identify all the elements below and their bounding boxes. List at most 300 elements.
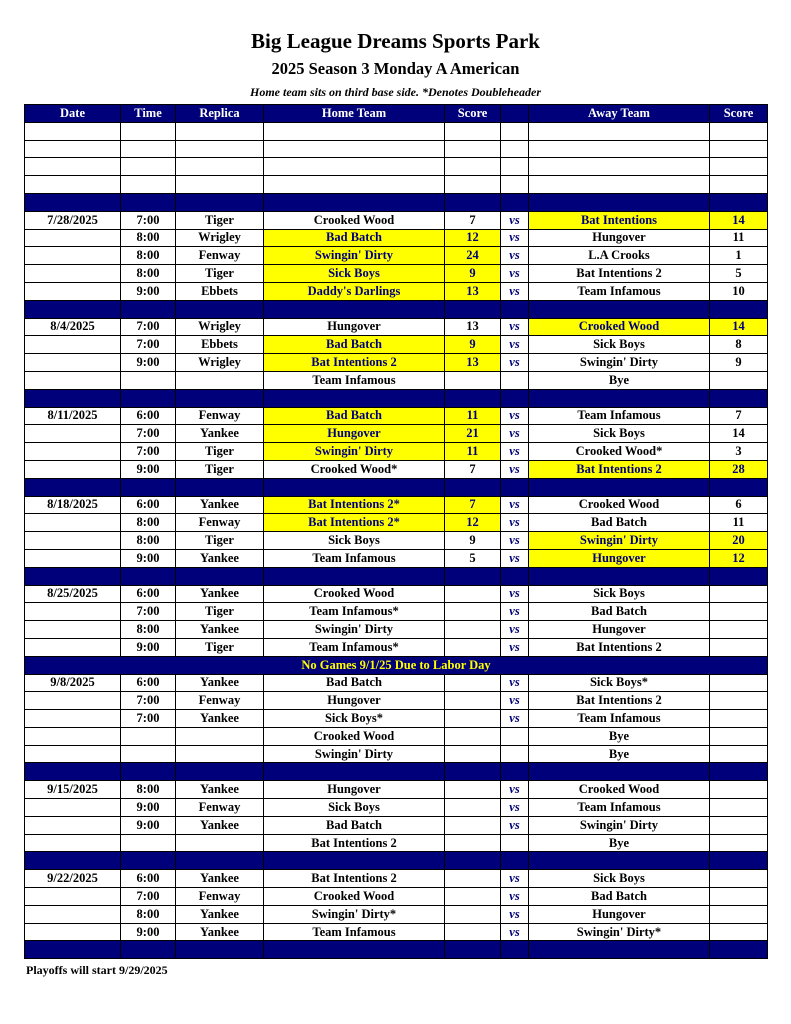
home-team-cell: Daddy's Darlings: [264, 282, 445, 300]
home-score-cell: 13: [445, 282, 501, 300]
separator-cell: [264, 389, 445, 407]
time-cell: 6:00: [121, 407, 176, 425]
separator-cell: [710, 193, 768, 211]
date-cell: [25, 229, 121, 247]
empty-cell: [445, 122, 501, 140]
notice-text: No Games 9/1/25 Due to Labor Day: [25, 656, 768, 674]
replica-cell: Tiger: [176, 265, 264, 283]
away-team-cell: Bye: [529, 727, 710, 745]
game-row: [25, 888, 768, 906]
away-team-cell: Swingin' Dirty: [529, 354, 710, 372]
date-cell: [25, 888, 121, 906]
away-team-cell: Team Infamous: [529, 710, 710, 728]
vs-cell: vs: [501, 496, 529, 514]
empty-cell: [25, 158, 121, 176]
blank-row: [25, 158, 768, 176]
away-score-cell: [710, 371, 768, 389]
home-team-cell: Swingin' Dirty: [264, 621, 445, 639]
home-score-cell: [445, 888, 501, 906]
home-score-cell: [445, 923, 501, 941]
away-team-cell: Crooked Wood: [529, 318, 710, 336]
replica-cell: Yankee: [176, 425, 264, 443]
date-cell: [25, 265, 121, 283]
date-cell: [25, 799, 121, 817]
vs-cell: vs: [501, 265, 529, 283]
separator-cell: [176, 389, 264, 407]
home-score-cell: 21: [445, 425, 501, 443]
time-cell: 6:00: [121, 496, 176, 514]
away-score-cell: [710, 692, 768, 710]
away-score-cell: 14: [710, 425, 768, 443]
home-score-cell: [445, 799, 501, 817]
col-date: Date: [25, 105, 121, 123]
separator-cell: [529, 941, 710, 959]
separator-cell: [501, 567, 529, 585]
home-team-cell: Crooked Wood: [264, 888, 445, 906]
separator-cell: [264, 478, 445, 496]
separator-cell: [529, 193, 710, 211]
separator-cell: [710, 763, 768, 781]
home-score-cell: 12: [445, 229, 501, 247]
separator-cell: [121, 941, 176, 959]
home-score-cell: 5: [445, 549, 501, 567]
empty-cell: [501, 176, 529, 194]
replica-cell: Ebbets: [176, 282, 264, 300]
game-row: [25, 460, 768, 478]
schedule-body: [25, 122, 768, 958]
time-cell: 7:00: [121, 710, 176, 728]
vs-cell: vs: [501, 923, 529, 941]
away-team-cell: Bat Intentions 2: [529, 638, 710, 656]
date-cell: [25, 710, 121, 728]
home-score-cell: [445, 371, 501, 389]
home-team-cell: Bad Batch: [264, 229, 445, 247]
empty-cell: [445, 176, 501, 194]
separator-cell: [25, 389, 121, 407]
home-team-cell: Hungover: [264, 692, 445, 710]
week-separator-row: [25, 852, 768, 870]
replica-cell: Yankee: [176, 781, 264, 799]
vs-cell: vs: [501, 781, 529, 799]
away-score-cell: 1: [710, 247, 768, 265]
date-cell: 8/4/2025: [25, 318, 121, 336]
away-score-cell: [710, 834, 768, 852]
separator-cell: [264, 941, 445, 959]
date-cell: [25, 745, 121, 763]
home-score-cell: [445, 745, 501, 763]
home-team-cell: Hungover: [264, 425, 445, 443]
vs-cell: vs: [501, 514, 529, 532]
away-score-cell: 3: [710, 443, 768, 461]
replica-cell: Fenway: [176, 888, 264, 906]
replica-cell: Yankee: [176, 905, 264, 923]
separator-cell: [445, 389, 501, 407]
replica-cell: Yankee: [176, 496, 264, 514]
vs-cell: vs: [501, 229, 529, 247]
date-cell: [25, 371, 121, 389]
away-team-cell: Bat Intentions 2: [529, 265, 710, 283]
week-separator-row: [25, 478, 768, 496]
date-cell: 8/25/2025: [25, 585, 121, 603]
separator-cell: [121, 763, 176, 781]
separator-cell: [25, 763, 121, 781]
separator-cell: [264, 300, 445, 318]
home-team-cell: Hungover: [264, 781, 445, 799]
replica-cell: Yankee: [176, 816, 264, 834]
date-cell: [25, 282, 121, 300]
empty-cell: [121, 176, 176, 194]
home-score-cell: [445, 710, 501, 728]
vs-cell: vs: [501, 354, 529, 372]
away-score-cell: 7: [710, 407, 768, 425]
empty-cell: [264, 176, 445, 194]
page-title: Big League Dreams Sports Park: [251, 29, 540, 53]
separator-cell: [25, 478, 121, 496]
separator-cell: [25, 193, 121, 211]
game-row: [25, 282, 768, 300]
away-team-cell: Bye: [529, 745, 710, 763]
game-row: [25, 727, 768, 745]
home-team-cell: Crooked Wood: [264, 727, 445, 745]
vs-cell: vs: [501, 211, 529, 229]
home-team-cell: Bat Intentions 2*: [264, 514, 445, 532]
blank-row: [25, 176, 768, 194]
vs-cell: vs: [501, 549, 529, 567]
separator-cell: [501, 941, 529, 959]
away-score-cell: 9: [710, 354, 768, 372]
home-team-cell: Swingin' Dirty*: [264, 905, 445, 923]
time-cell: [121, 745, 176, 763]
time-cell: 7:00: [121, 603, 176, 621]
schedule-table: [24, 104, 768, 959]
away-team-cell: Sick Boys: [529, 870, 710, 888]
date-cell: [25, 905, 121, 923]
away-score-cell: [710, 816, 768, 834]
away-score-cell: 11: [710, 514, 768, 532]
home-team-cell: Team Infamous: [264, 923, 445, 941]
home-score-cell: 7: [445, 496, 501, 514]
home-score-cell: 13: [445, 318, 501, 336]
time-cell: 8:00: [121, 621, 176, 639]
away-score-cell: 14: [710, 318, 768, 336]
date-cell: 9/15/2025: [25, 781, 121, 799]
vs-cell: vs: [501, 247, 529, 265]
game-row: [25, 799, 768, 817]
time-cell: 8:00: [121, 905, 176, 923]
away-team-cell: Bad Batch: [529, 603, 710, 621]
home-team-cell: Sick Boys*: [264, 710, 445, 728]
empty-cell: [529, 122, 710, 140]
separator-cell: [25, 941, 121, 959]
replica-cell: Tiger: [176, 211, 264, 229]
away-team-cell: Team Infamous: [529, 799, 710, 817]
empty-cell: [501, 140, 529, 158]
away-team-cell: Swingin' Dirty: [529, 816, 710, 834]
vs-cell: vs: [501, 585, 529, 603]
empty-cell: [710, 176, 768, 194]
away-score-cell: [710, 621, 768, 639]
replica-cell: Yankee: [176, 621, 264, 639]
separator-cell: [445, 193, 501, 211]
empty-cell: [121, 158, 176, 176]
away-team-cell: Sick Boys: [529, 425, 710, 443]
replica-cell: [176, 745, 264, 763]
time-cell: [121, 727, 176, 745]
empty-cell: [121, 140, 176, 158]
home-score-cell: 13: [445, 354, 501, 372]
home-score-cell: [445, 834, 501, 852]
separator-cell: [25, 567, 121, 585]
date-cell: [25, 532, 121, 550]
time-cell: 8:00: [121, 532, 176, 550]
col-replica: Replica: [176, 105, 264, 123]
away-score-cell: 28: [710, 460, 768, 478]
home-score-cell: 11: [445, 443, 501, 461]
date-cell: 8/11/2025: [25, 407, 121, 425]
replica-cell: [176, 834, 264, 852]
separator-cell: [501, 389, 529, 407]
date-cell: [25, 621, 121, 639]
replica-cell: Yankee: [176, 674, 264, 692]
home-team-cell: Swingin' Dirty: [264, 745, 445, 763]
home-team-cell: Bad Batch: [264, 674, 445, 692]
away-score-cell: [710, 781, 768, 799]
home-team-cell: Bat Intentions 2: [264, 354, 445, 372]
game-row: [25, 674, 768, 692]
empty-cell: [710, 122, 768, 140]
home-team-cell: Team Infamous: [264, 549, 445, 567]
away-team-cell: Team Infamous: [529, 407, 710, 425]
replica-cell: Yankee: [176, 923, 264, 941]
game-row: [25, 496, 768, 514]
separator-cell: [176, 478, 264, 496]
separator-cell: [710, 941, 768, 959]
home-team-cell: Crooked Wood: [264, 211, 445, 229]
schedule-note: Home team sits on third base side. *Denotes Doubleheader: [250, 85, 541, 99]
replica-cell: Tiger: [176, 460, 264, 478]
separator-cell: [445, 763, 501, 781]
home-team-cell: Team Infamous: [264, 371, 445, 389]
game-row: [25, 336, 768, 354]
vs-cell: vs: [501, 905, 529, 923]
vs-cell: [501, 371, 529, 389]
notice-row: [25, 656, 768, 674]
away-score-cell: 14: [710, 211, 768, 229]
empty-cell: [529, 176, 710, 194]
separator-cell: [176, 300, 264, 318]
home-score-cell: [445, 816, 501, 834]
separator-cell: [176, 763, 264, 781]
home-team-cell: Sick Boys: [264, 265, 445, 283]
away-score-cell: 6: [710, 496, 768, 514]
vs-cell: vs: [501, 318, 529, 336]
game-row: [25, 514, 768, 532]
replica-cell: Yankee: [176, 710, 264, 728]
game-row: [25, 638, 768, 656]
home-score-cell: [445, 781, 501, 799]
empty-cell: [121, 122, 176, 140]
away-team-cell: Bat Intentions 2: [529, 460, 710, 478]
separator-cell: [501, 300, 529, 318]
home-team-cell: Bat Intentions 2*: [264, 496, 445, 514]
away-team-cell: Hungover: [529, 549, 710, 567]
away-score-cell: [710, 888, 768, 906]
date-cell: 9/22/2025: [25, 870, 121, 888]
separator-cell: [121, 300, 176, 318]
replica-cell: Fenway: [176, 247, 264, 265]
time-cell: 7:00: [121, 692, 176, 710]
date-cell: 8/18/2025: [25, 496, 121, 514]
home-score-cell: [445, 692, 501, 710]
separator-cell: [176, 567, 264, 585]
week-separator-row: [25, 567, 768, 585]
vs-cell: vs: [501, 460, 529, 478]
empty-cell: [501, 122, 529, 140]
game-row: [25, 229, 768, 247]
replica-cell: Wrigley: [176, 318, 264, 336]
game-row: [25, 621, 768, 639]
vs-cell: vs: [501, 532, 529, 550]
empty-cell: [25, 122, 121, 140]
separator-cell: [529, 567, 710, 585]
home-score-cell: 7: [445, 211, 501, 229]
col-away-team: Away Team: [529, 105, 710, 123]
col-home-team: Home Team: [264, 105, 445, 123]
game-row: [25, 710, 768, 728]
home-score-cell: [445, 621, 501, 639]
date-cell: [25, 834, 121, 852]
away-team-cell: Sick Boys*: [529, 674, 710, 692]
home-score-cell: 12: [445, 514, 501, 532]
vs-cell: vs: [501, 603, 529, 621]
replica-cell: Yankee: [176, 585, 264, 603]
replica-cell: Tiger: [176, 603, 264, 621]
away-score-cell: [710, 603, 768, 621]
replica-cell: Yankee: [176, 549, 264, 567]
home-team-cell: Team Infamous*: [264, 638, 445, 656]
col-away-score: Score: [710, 105, 768, 123]
week-separator-row: [25, 389, 768, 407]
separator-cell: [121, 193, 176, 211]
empty-cell: [445, 140, 501, 158]
empty-cell: [445, 158, 501, 176]
week-separator-row: [25, 941, 768, 959]
separator-cell: [445, 567, 501, 585]
game-row: [25, 532, 768, 550]
time-cell: 9:00: [121, 460, 176, 478]
time-cell: 9:00: [121, 799, 176, 817]
away-team-cell: Bye: [529, 371, 710, 389]
empty-cell: [264, 158, 445, 176]
away-team-cell: Bye: [529, 834, 710, 852]
vs-cell: vs: [501, 443, 529, 461]
separator-cell: [710, 300, 768, 318]
time-cell: 8:00: [121, 229, 176, 247]
home-team-cell: Bad Batch: [264, 407, 445, 425]
empty-cell: [529, 140, 710, 158]
page-subtitle: 2025 Season 3 Monday A American: [271, 59, 520, 78]
time-cell: 8:00: [121, 514, 176, 532]
time-cell: 7:00: [121, 318, 176, 336]
empty-cell: [176, 158, 264, 176]
vs-cell: vs: [501, 692, 529, 710]
home-score-cell: [445, 870, 501, 888]
away-score-cell: 5: [710, 265, 768, 283]
separator-cell: [176, 852, 264, 870]
home-team-cell: Swingin' Dirty: [264, 443, 445, 461]
game-row: [25, 781, 768, 799]
home-team-cell: Crooked Wood*: [264, 460, 445, 478]
away-team-cell: L.A Crooks: [529, 247, 710, 265]
away-team-cell: Swingin' Dirty*: [529, 923, 710, 941]
time-cell: 8:00: [121, 781, 176, 799]
time-cell: 7:00: [121, 443, 176, 461]
home-team-cell: Bat Intentions 2: [264, 870, 445, 888]
time-cell: 8:00: [121, 247, 176, 265]
separator-cell: [25, 300, 121, 318]
separator-cell: [501, 763, 529, 781]
game-row: [25, 816, 768, 834]
game-row: [25, 692, 768, 710]
separator-cell: [710, 852, 768, 870]
away-team-cell: Crooked Wood: [529, 781, 710, 799]
home-team-cell: Bad Batch: [264, 816, 445, 834]
separator-cell: [121, 567, 176, 585]
empty-cell: [25, 176, 121, 194]
game-row: [25, 745, 768, 763]
game-row: [25, 834, 768, 852]
empty-cell: [176, 140, 264, 158]
home-team-cell: Hungover: [264, 318, 445, 336]
separator-cell: [445, 478, 501, 496]
date-cell: 7/28/2025: [25, 211, 121, 229]
date-cell: [25, 247, 121, 265]
game-row: [25, 371, 768, 389]
home-team-cell: Swingin' Dirty: [264, 247, 445, 265]
home-score-cell: 9: [445, 336, 501, 354]
away-score-cell: [710, 674, 768, 692]
away-score-cell: [710, 799, 768, 817]
home-team-cell: Crooked Wood: [264, 585, 445, 603]
date-cell: [25, 603, 121, 621]
away-team-cell: Crooked Wood: [529, 496, 710, 514]
time-cell: 9:00: [121, 816, 176, 834]
home-score-cell: 9: [445, 532, 501, 550]
home-score-cell: 24: [445, 247, 501, 265]
game-row: [25, 870, 768, 888]
vs-cell: vs: [501, 425, 529, 443]
separator-cell: [445, 852, 501, 870]
home-team-cell: Bat Intentions 2: [264, 834, 445, 852]
game-row: [25, 549, 768, 567]
time-cell: 9:00: [121, 354, 176, 372]
vs-cell: vs: [501, 674, 529, 692]
home-score-cell: [445, 674, 501, 692]
home-score-cell: 9: [445, 265, 501, 283]
separator-cell: [121, 852, 176, 870]
empty-cell: [529, 158, 710, 176]
away-team-cell: Sick Boys: [529, 585, 710, 603]
week-separator-row: [25, 763, 768, 781]
col-vs: [501, 105, 529, 123]
separator-cell: [710, 567, 768, 585]
vs-cell: vs: [501, 336, 529, 354]
empty-cell: [25, 140, 121, 158]
separator-cell: [445, 300, 501, 318]
vs-cell: [501, 745, 529, 763]
replica-cell: Yankee: [176, 870, 264, 888]
replica-cell: [176, 371, 264, 389]
